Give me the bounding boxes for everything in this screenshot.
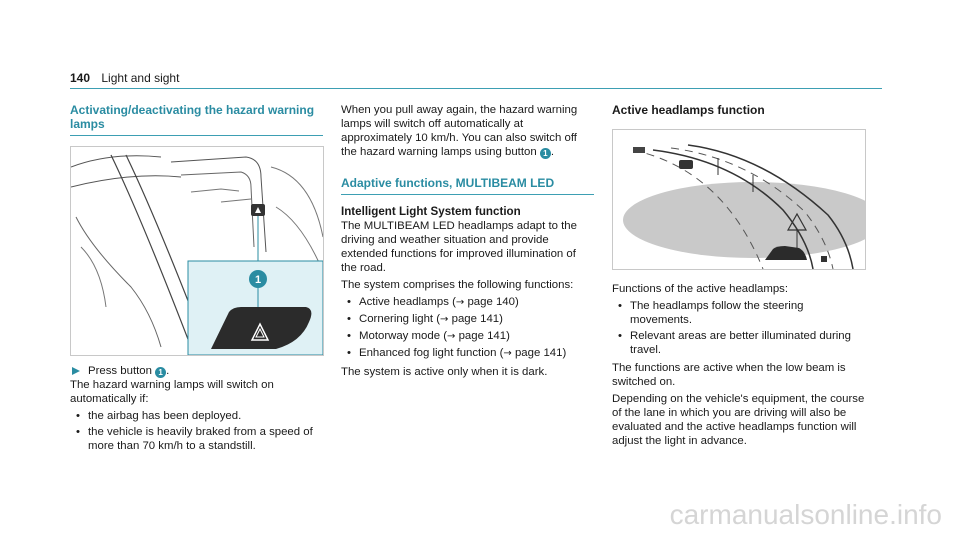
column-hazard-lamps: [70, 103, 323, 457]
page-link[interactable]: page 140: [467, 296, 515, 308]
switch-off-paragraph: When you pull away again, the hazard warning lamps will switch off automatically at approximately 10 km/h. You can also switch off the hazard warning lamps using button 1 .: [341, 104, 578, 158]
list-item: [341, 295, 594, 310]
functions-intro: The system comprises the following functions:: [341, 279, 574, 291]
item-end: ): [506, 330, 510, 342]
svg-text:1: 1: [254, 274, 262, 286]
list-item: • The headlamps follow the steering movements.: [612, 299, 865, 327]
page-ref-arrow-icon: →: [447, 331, 456, 342]
lane-course-paragraph: Depending on the vehicle's equipment, the course of the lane in which you are driving will also be evaluated and the active headlamps function will adjust the light in advance.: [612, 393, 865, 447]
item-label: Cornering light (: [359, 313, 441, 325]
page-number: 140: [70, 71, 91, 85]
item-label: Enhanced fog light function (: [359, 347, 504, 359]
watermark: carmanualsonline.info: [669, 499, 942, 530]
active-functions-list: [612, 299, 865, 357]
list-item: [341, 346, 594, 361]
section-rule: [341, 194, 594, 195]
hazard-button-figure: [70, 146, 324, 356]
page-header: [70, 71, 179, 85]
auto-switch-list: [70, 409, 323, 453]
low-beam-paragraph: The functions are active when the low beam is switched on.: [612, 362, 846, 388]
list-item: • the airbag has been deployed.: [70, 409, 323, 423]
callout-1-icon: 1: [155, 367, 166, 378]
item-label: Motorway mode (: [359, 330, 447, 342]
header-rule: [70, 88, 882, 89]
item-label: Active headlamps (: [359, 296, 456, 308]
page-link[interactable]: page 141: [458, 330, 507, 342]
page-ref-arrow-icon: →: [503, 348, 512, 359]
list-item: [341, 329, 594, 344]
road-illustration: [613, 130, 865, 269]
list-item: • the vehicle is heavily braked from a speed of more than 70 km/h to a standstill.: [70, 425, 323, 453]
page-link[interactable]: page 141: [514, 347, 563, 359]
switch-off-text: When you pull away again, the hazard warning lamps will switch off automatically at approximately 10 km/h. You can also switch off the hazard warning lamps using button: [341, 104, 578, 158]
list-item: [341, 312, 594, 327]
callout-1-icon: 1: [540, 148, 551, 159]
column-active-headlamps: [612, 103, 865, 451]
step-arrow-icon: [72, 367, 80, 375]
multibeam-paragraph: The MULTIBEAM LED headlamps adapt to the driving and weather situation and provide extended functions for improved illumination of the road.: [341, 220, 577, 274]
hazard-section-title: Activating/deactivating the hazard warning lamps: [70, 103, 315, 131]
page-ref-arrow-icon: →: [440, 314, 449, 325]
dark-only-paragraph: The system is active only when it is dark.: [341, 366, 548, 378]
section-rule: [70, 135, 323, 136]
item-end: ): [499, 313, 503, 325]
page-ref-arrow-icon: →: [455, 297, 465, 308]
item-end: ): [514, 296, 519, 308]
adaptive-section-title: Adaptive functions, MULTIBEAM LED: [341, 176, 555, 190]
functions-intro: Functions of the active headlamps:: [612, 283, 789, 295]
press-button-step: Press button 1 .: [70, 364, 323, 378]
headlamp-road-figure: [612, 129, 866, 270]
ils-subtitle: Intelligent Light System function: [341, 205, 521, 218]
active-headlamps-title: Active headlamps function: [612, 103, 765, 117]
step-text: Press button: [88, 365, 152, 377]
dashboard-illustration: [71, 147, 323, 355]
page-link[interactable]: page 141: [451, 313, 500, 325]
column-adaptive-functions: [341, 103, 594, 382]
item-end: ): [562, 347, 567, 359]
functions-list: [341, 295, 594, 361]
auto-switch-intro: The hazard warning lamps will switch on automatically if:: [70, 379, 274, 405]
list-item: • Relevant areas are better illuminated during travel.: [612, 329, 865, 357]
section-name: Light and sight: [101, 71, 180, 85]
